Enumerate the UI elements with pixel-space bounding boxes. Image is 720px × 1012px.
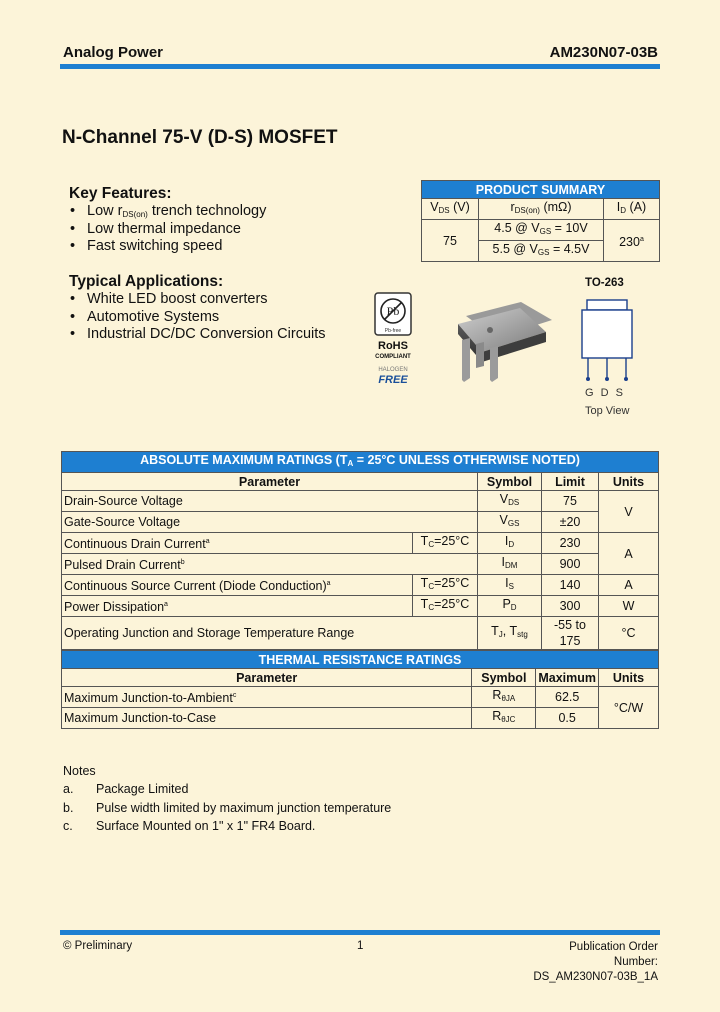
product-summary-table (421, 180, 660, 262)
pin-labels: G D S (585, 387, 625, 399)
table-row: Power Dissipation$^a$ $T_C=25^\circ C$ $P_D$ 300 W (62, 596, 659, 617)
vds-value: 75 (422, 220, 479, 262)
column-header-limit: Limit (542, 473, 599, 491)
table-row: Gate-Source Voltage $V_{GS}$ ±20 (62, 512, 659, 533)
footer-rule (60, 930, 660, 935)
table-row: Operating Junction and Storage Temperature Range $T_J$, $T_{stg}$ -55 to 175 °C (62, 617, 659, 650)
typical-applications-section (69, 273, 326, 344)
column-header-units: Units (599, 669, 659, 687)
table-row: Continuous Source Current (Diode Conduction)$^a$ $T_C=25^\circ C$ $I_S$ 140 A (62, 575, 659, 596)
thermal-title: THERMAL RESISTANCE RATINGS (62, 651, 659, 669)
top-view-label: Top View (585, 405, 630, 417)
table-row: Maximum Junction-to-Ambient$^c$ $R_{\theta JA}$ 62.5 °C/W (62, 687, 659, 708)
halogen-free-label: FREE (378, 374, 408, 386)
rohs-compliant-label: COMPLIANT (375, 354, 411, 360)
list-item: a. Package Limited (63, 782, 189, 797)
company-name: Analog Power (63, 44, 164, 61)
list-item: • Fast switching speed (70, 238, 223, 255)
key-features-list (69, 203, 266, 256)
table-row: Pulsed Drain Current$^b$ $I_{DM}$ 900 (62, 554, 659, 575)
column-header-symbol: Symbol (478, 473, 542, 491)
key-features-section (69, 185, 266, 256)
rdson-value-1: 4.5 @ $V_{GS} = 10V$ (479, 220, 604, 241)
svg-text:Pb: Pb (386, 304, 400, 318)
typical-applications-list (69, 291, 326, 344)
column-header-parameter: Parameter (62, 473, 478, 491)
list-item: • Low $r_{DS(on)}$ trench technology (70, 203, 267, 219)
list-item: • Low thermal impedance (70, 220, 241, 237)
list-item: • Automotive Systems (70, 308, 220, 325)
column-header-parameter: Parameter (62, 669, 472, 687)
column-header-symbol: Symbol (472, 669, 536, 687)
list-item: • White LED boost converters (70, 291, 268, 307)
key-features-heading: Key Features: (69, 185, 172, 202)
svg-text:Pb-free: Pb-free (384, 328, 402, 334)
halogen-label: HALOGEN (378, 367, 408, 373)
package-outline-diagram (578, 298, 636, 388)
pb-free-icon (374, 292, 412, 336)
footer-status: © Preliminary (63, 940, 133, 952)
header-rule (60, 64, 660, 69)
page-title: N-Channel 75-V (D-S) MOSFET (62, 127, 338, 148)
column-header-maximum: Maximum (536, 669, 599, 687)
list-item: c. Surface Mounted on 1" x 1" FR4 Board. (63, 818, 316, 833)
part-number: AM230N07-03B (549, 44, 658, 61)
package-3d-image (436, 296, 556, 390)
table-row: Drain-Source Voltage $V_{DS}$ 75 V (62, 491, 659, 512)
column-header-units: Units (599, 473, 659, 491)
absolute-max-ratings-table (61, 451, 659, 650)
rdson-header: $r_{DS(on)}$ (mΩ) (479, 199, 604, 220)
product-summary-title: PRODUCT SUMMARY (422, 181, 660, 199)
typical-applications-heading: Typical Applications: (69, 273, 224, 290)
list-item: b. Pulse width limited by maximum junction temperature (63, 800, 392, 815)
rdson-value-2: 5.5 @ $V_{GS} = 4.5V$ (479, 241, 604, 262)
id-value: 230$^a$ (604, 220, 660, 262)
table-row: Maximum Junction-to-Case $R_{\theta JC}$ 0.5 (62, 708, 659, 729)
vds-header: $V_{DS}$ (V) (422, 199, 479, 220)
thermal-resistance-table (61, 650, 659, 729)
package-label: TO-263 (585, 277, 624, 289)
rohs-label: RoHS (378, 340, 408, 352)
page-number: 1 (357, 940, 364, 952)
list-item: • Industrial DC/DC Conversion Circuits (70, 326, 326, 343)
publication-order-number: Publication Order Number: DS_AM230N07-03B_1A (533, 941, 658, 983)
notes-section (63, 762, 391, 835)
id-header: $I_D$ (A) (604, 199, 660, 220)
notes-heading: Notes (63, 764, 96, 778)
table-row: Continuous Drain Current$^a$ $T_C=25^\circ C$ $I_D$ 230 A (62, 533, 659, 554)
abs-max-title: ABSOLUTE MAXIMUM RATINGS ($T_A = 25^\circ C$ UNLESS OTHERWISE NOTED) (62, 452, 659, 473)
